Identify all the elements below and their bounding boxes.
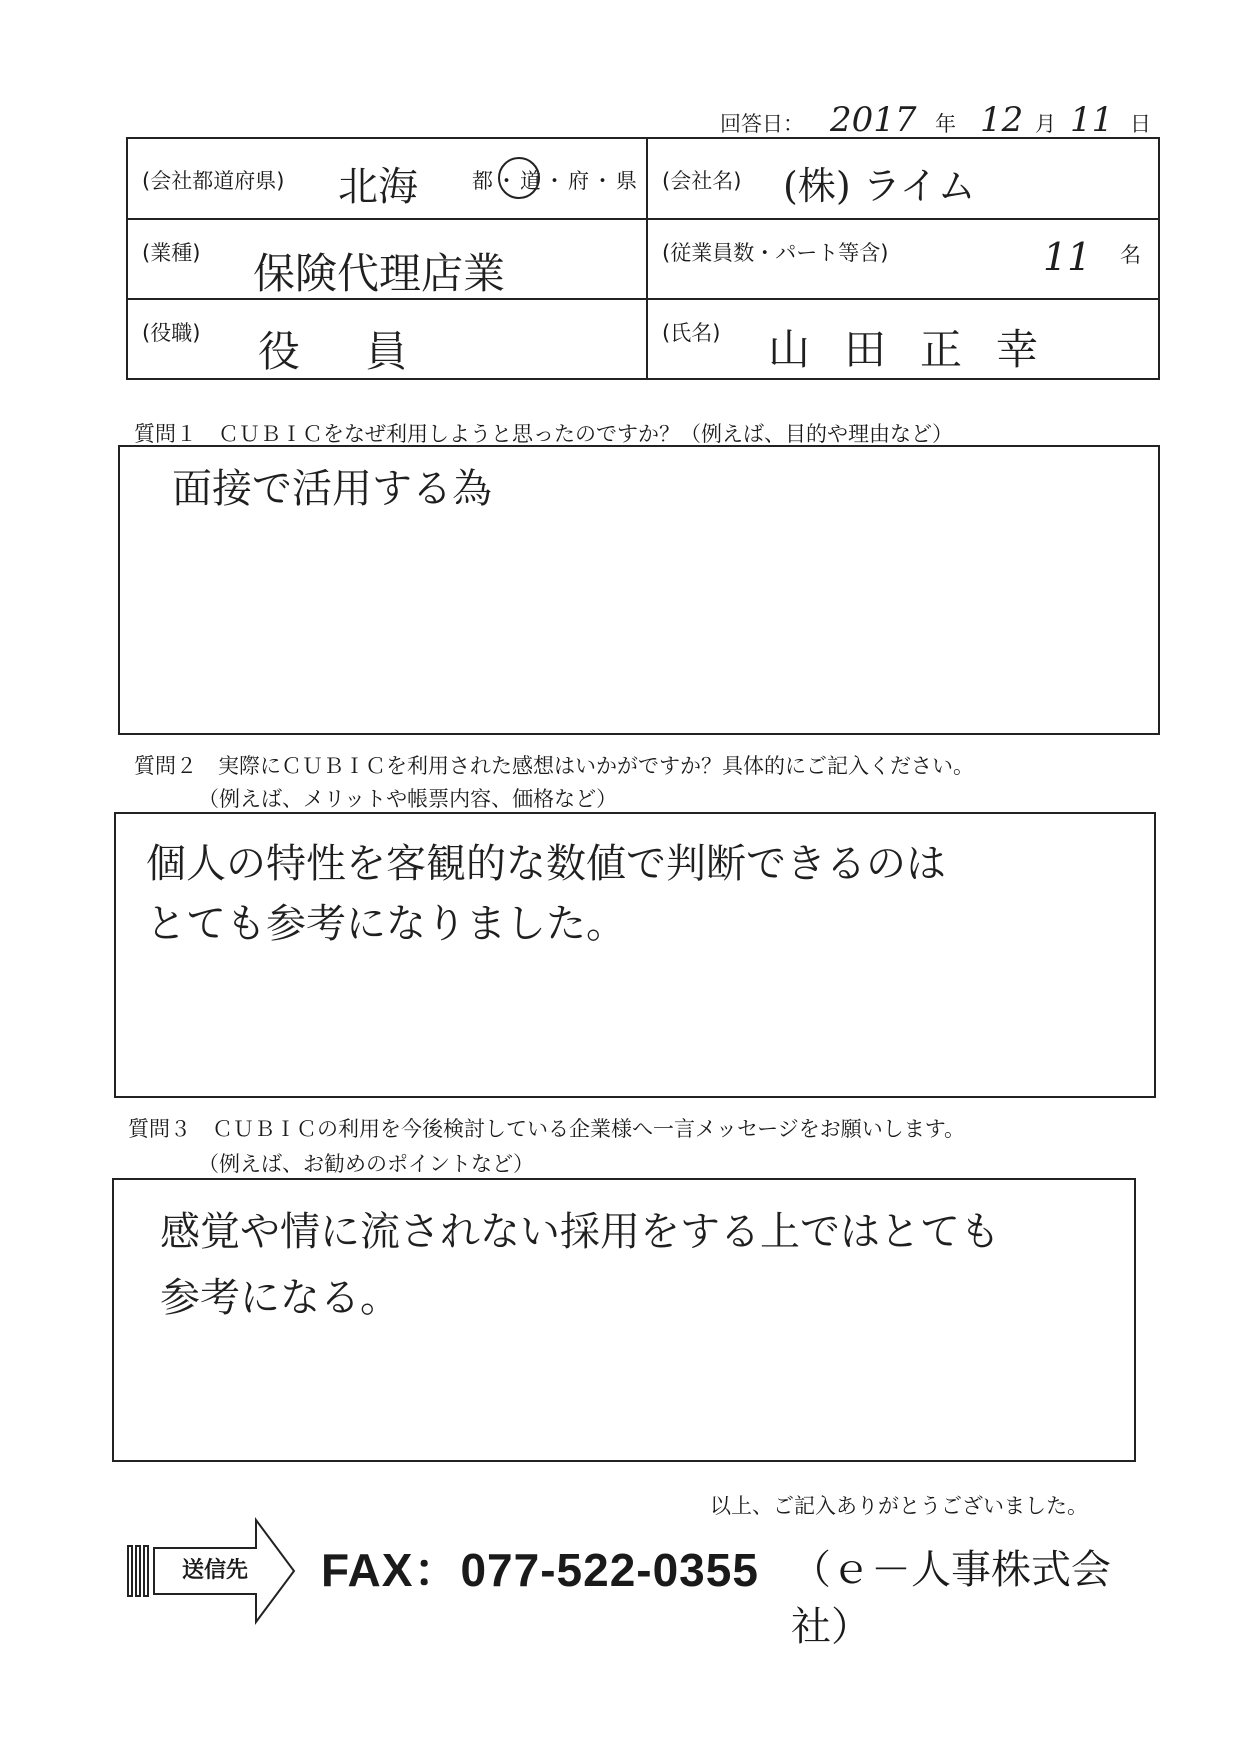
industry-value: 保険代理店業 xyxy=(253,249,506,298)
question-3-answer-line: 感覚や情に流されない採用をする上ではとても xyxy=(160,1209,1000,1255)
name-label: (氏名) xyxy=(662,321,721,345)
question-1-answer-line: 面接で活用する為 xyxy=(172,466,492,512)
destination-label: 送信先 xyxy=(182,1558,249,1583)
fax-number: FAX：077-522-0355 xyxy=(321,1544,759,1596)
industry-label: (業種) xyxy=(142,241,201,265)
employees-label: (従業員数・パート等含) xyxy=(662,241,889,265)
company-value: (株) ライム xyxy=(783,164,976,208)
name-cell[interactable] xyxy=(648,299,1162,379)
prefecture-value: 北海 xyxy=(338,164,418,210)
answer-date-day: 11 xyxy=(1070,100,1114,140)
prefecture-selected-circle xyxy=(498,157,540,199)
answer-date-month-unit: 月 xyxy=(1035,112,1056,136)
question-3-answer-box[interactable] xyxy=(112,1178,1136,1462)
answer-date-label: 回答日： xyxy=(720,112,804,136)
answer-date-month: 12 xyxy=(980,100,1024,140)
position-value: 役 員 xyxy=(258,327,434,376)
name-value: 山田正幸 xyxy=(768,325,1073,374)
industry-cell[interactable] xyxy=(128,219,646,299)
position-cell[interactable] xyxy=(128,299,646,379)
answer-date-year: 2017 xyxy=(830,100,917,140)
question-2-subtitle: （例えば、メリットや帳票内容、価格など） xyxy=(198,787,618,811)
question-3-subtitle: （例えば、お勧めのポイントなど） xyxy=(198,1152,534,1176)
question-2-answer-box[interactable] xyxy=(114,812,1156,1098)
fax-destination xyxy=(126,1516,1146,1650)
prefecture-label: (会社都道府県) xyxy=(142,169,285,193)
employees-unit: 名 xyxy=(1120,243,1141,267)
company-info-table xyxy=(126,137,1160,380)
company-cell[interactable] xyxy=(648,139,1162,219)
question-2-answer-line: 個人の特性を客観的な数値で判断できるのは xyxy=(146,841,946,887)
answer-date-day-unit: 日 xyxy=(1130,112,1151,136)
question-3-title: 質問３ ＣＵＢＩＣの利用を今後検討している企業様へ一言メッセージをお願いします。 xyxy=(128,1117,966,1141)
position-label: (役職) xyxy=(142,321,201,345)
employees-cell[interactable] xyxy=(648,219,1162,299)
employees-value: 11 xyxy=(1043,235,1092,279)
prefecture-cell[interactable] xyxy=(128,139,646,219)
question-1-title: 質問１ ＣＵＢＩＣをなぜ利用しようと思ったのですか？（例えば、目的や理由など） xyxy=(134,422,953,446)
prefecture-options: 都・道・府・県 xyxy=(472,169,640,193)
question-2-title: 質問２ 実際にＣＵＢＩＣを利用された感想はいかがですか？具体的にご記入ください。 xyxy=(134,754,974,778)
answer-date-year-unit: 年 xyxy=(935,112,956,136)
question-3-answer-line: 参考になる。 xyxy=(160,1275,400,1321)
thanks-message: 以上、ご記入ありがとうございました。 xyxy=(710,1494,1088,1518)
question-1-answer-box[interactable] xyxy=(118,445,1160,735)
company-label: (会社名) xyxy=(662,169,742,193)
answer-date xyxy=(720,100,1160,140)
question-2-answer-line: とても参考になりました。 xyxy=(146,901,626,947)
recipient-company: （ｅ－人事株式会社） xyxy=(791,1547,1111,1650)
